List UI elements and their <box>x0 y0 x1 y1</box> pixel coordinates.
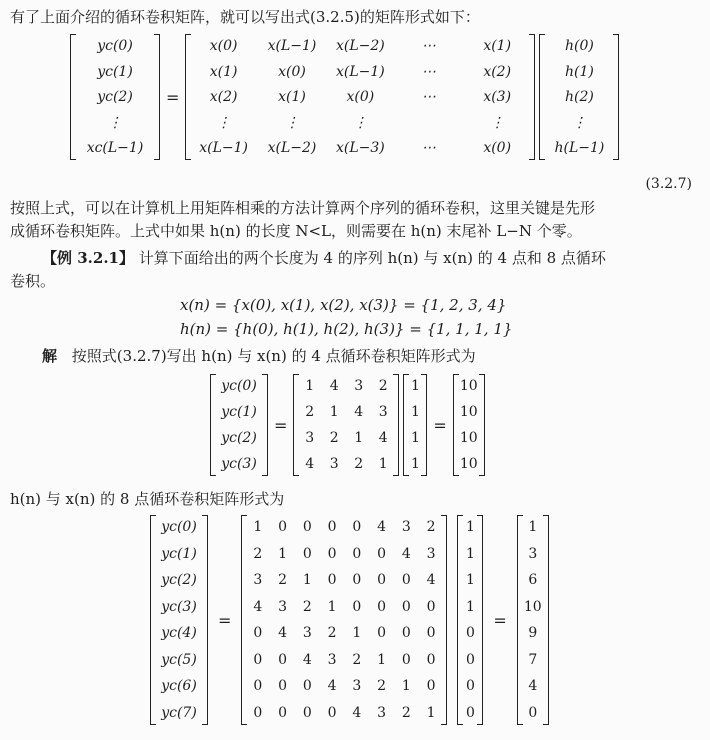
matrix-cell: ⋮ <box>216 114 231 131</box>
matrix-cell: ⋮ <box>490 114 505 131</box>
matrix-cell: 0 <box>253 678 263 695</box>
y-vector <box>70 34 160 160</box>
solution-line <box>42 347 476 365</box>
matrix-cell: ⋮ <box>353 114 368 131</box>
matrix-cell: 3 <box>378 404 388 420</box>
solution-text: 按照式(3.2.7)写出 h(n) 与 x(n) 的 4 点循环卷积矩阵形式为 <box>71 347 476 365</box>
matrix-cell: 0 <box>377 625 386 642</box>
matrix-cell: 0 <box>302 519 312 535</box>
matrix-cell: 1 <box>465 519 475 535</box>
matrix-cell: h(1) <box>564 63 594 80</box>
matrix-cell: 10 <box>523 598 542 615</box>
matrix-cell: 0 <box>352 598 362 615</box>
matrix-cell: 1 <box>305 378 315 394</box>
matrix-cell: 2 <box>377 678 386 695</box>
matrix-cell: 0 <box>465 651 475 668</box>
circulant-matrix <box>185 34 535 160</box>
matrix-cell: 3 <box>278 598 287 615</box>
matrix-cell: 1 <box>426 704 436 721</box>
eight-point-text: h(n) 与 x(n) 的 8 点循环卷积矩阵形式为 <box>10 490 285 508</box>
equals-sign-4a: = <box>274 415 288 435</box>
matrix-cell: x(L−1) <box>199 140 248 156</box>
matrix-cell: xc(L−1) <box>86 140 144 156</box>
matrix-cell: x(L−2) <box>336 38 385 54</box>
matrix-cell: 0 <box>327 545 337 562</box>
intro-text: 有了上面介绍的循环卷积矩阵，就可以写出式(3.2.5)的矩阵形式如下： <box>10 8 480 26</box>
h-vector <box>539 34 619 160</box>
matrix-cell: 1 <box>410 430 420 446</box>
general-matrix-equation <box>70 34 619 160</box>
matrix-cell: 7 <box>528 651 538 668</box>
matrix-cell: 0 <box>278 519 287 535</box>
matrix-cell: 0 <box>528 704 538 721</box>
y4-vector <box>210 374 268 476</box>
paragraph-line-1: 按照上式，可以在计算机上用矩阵相乘的方法计算两个序列的循环卷积，这里关键是先形 <box>10 199 596 217</box>
equals-sign-8a: = <box>218 610 232 630</box>
matrix-cell: 4 <box>329 378 339 394</box>
equals-sign: = <box>166 87 180 107</box>
matrix-cell: 0 <box>278 704 287 721</box>
matrix-cell: 1 <box>410 404 420 420</box>
matrix-cell: 4 <box>327 678 337 695</box>
matrix-cell: x(0) <box>209 38 238 54</box>
matrix-cell: 2 <box>305 404 315 420</box>
matrix-cell: 4 <box>401 545 411 562</box>
matrix-cell: 1 <box>354 430 364 446</box>
matrix-cell: 2 <box>354 456 364 472</box>
matrix-cell: 4 <box>378 430 388 446</box>
matrix-cell: 1 <box>278 545 287 562</box>
matrix-cell: 1 <box>377 651 386 668</box>
matrix-cell <box>395 113 463 133</box>
example-text: 计算下面给出的两个长度为 4 的序列 h(n) 与 x(n) 的 4 点和 8 点循环 <box>133 249 606 267</box>
matrix-cell: 1 <box>465 545 475 562</box>
matrix-cell: 3 <box>302 625 312 642</box>
matrix-cell: 0 <box>401 598 411 615</box>
matrix-cell: 1 <box>253 519 263 535</box>
matrix-cell: 10 <box>459 456 478 472</box>
matrix-cell: 2 <box>327 625 337 642</box>
matrix-cell: yc(1) <box>161 545 197 562</box>
matrix-cell: 10 <box>459 378 478 394</box>
matrix-cell: yc(3) <box>221 456 257 472</box>
matrix-cell: 0 <box>465 678 475 695</box>
matrix-cell: 10 <box>459 404 478 420</box>
matrix-cell: ⋯ <box>421 63 436 80</box>
solution-label: 解 <box>42 347 58 365</box>
matrix-cell: 2 <box>426 519 436 535</box>
matrix-cell: 1 <box>327 598 337 615</box>
matrix-cell: yc(7) <box>161 704 197 721</box>
matrix-cell: 1 <box>410 378 420 394</box>
equals-sign-8b: = <box>493 610 507 630</box>
example-label: 【例 3.2.1】 <box>42 249 134 267</box>
matrix-cell: 0 <box>253 651 263 668</box>
matrix-cell: x(0) <box>483 140 512 156</box>
matrix-cell: yc(2) <box>221 430 257 446</box>
matrix-cell: 0 <box>465 625 475 642</box>
matrix-cell: 9 <box>528 625 538 642</box>
matrix-cell: x(2) <box>483 63 512 80</box>
matrix-cell: x(1) <box>483 38 512 54</box>
equals-sign-4b: = <box>433 415 447 435</box>
matrix-cell: ⋯ <box>421 89 436 105</box>
matrix-cell: 4 <box>305 456 315 472</box>
matrix-cell: h(L−1) <box>554 140 605 156</box>
matrix-cell: 2 <box>352 651 362 668</box>
matrix-cell: 1 <box>401 678 411 695</box>
matrix-cell: 0 <box>426 678 436 695</box>
matrix-cell: 0 <box>302 545 312 562</box>
matrix-cell: ⋯ <box>421 140 436 156</box>
matrix-cell: 2 <box>329 430 339 446</box>
matrix-cell: 3 <box>352 678 362 695</box>
matrix-cell: x(3) <box>483 89 512 105</box>
matrix-cell: yc(2) <box>97 89 133 105</box>
matrix-cell: 3 <box>305 430 315 446</box>
matrix-cell: 0 <box>352 519 362 535</box>
matrix-cell: h(2) <box>564 89 594 105</box>
matrix-cell: 0 <box>352 545 362 562</box>
matrix-cell: 4 <box>377 519 386 535</box>
matrix-cell: 0 <box>377 572 386 589</box>
matrix-cell: 0 <box>377 545 386 562</box>
matrix-cell: 3 <box>401 519 411 535</box>
matrix-cell: 3 <box>377 704 386 721</box>
equation-number: (3.2.7) <box>645 176 692 192</box>
matrix-cell: 2 <box>278 572 287 589</box>
example-line-1 <box>42 249 606 267</box>
matrix-cell: 4 <box>253 598 263 615</box>
matrix-cell: 0 <box>426 625 436 642</box>
matrix-cell: yc(0) <box>97 38 133 54</box>
eight-point-matrix-equation <box>150 515 549 725</box>
matrix-cell: 1 <box>528 519 538 535</box>
paragraph-line-2: 成循环卷积矩阵。上式中如果 h(n) 的长度 N<L，则需要在 h(n) 末尾补 L−N 个零。 <box>10 222 582 240</box>
matrix-cell: 2 <box>378 378 388 394</box>
matrix-cell: 4 <box>352 704 362 721</box>
matrix-cell: x(0) <box>346 89 375 105</box>
matrix-cell: 4 <box>278 625 287 642</box>
matrix-cell: x(L−3) <box>336 140 385 156</box>
matrix-cell: 4 <box>528 678 538 695</box>
sequence-x: x(n) = {x(0), x(1), x(2), x(3)} = {1, 2, 3, 4} <box>180 296 507 314</box>
matrix-cell: 0 <box>401 572 411 589</box>
matrix-cell: 1 <box>352 625 362 642</box>
matrix-cell: 0 <box>253 625 263 642</box>
matrix-cell: 0 <box>302 704 312 721</box>
matrix-cell: 1 <box>329 404 339 420</box>
matrix-cell: 1 <box>465 572 475 589</box>
h4-vector <box>403 374 427 476</box>
matrix-cell: x(1) <box>278 89 306 105</box>
matrix-cell: x(2) <box>209 89 238 105</box>
matrix-cell: 0 <box>327 704 337 721</box>
matrix-cell: x(L−1) <box>336 63 385 80</box>
matrix-cell: 1 <box>465 598 475 615</box>
matrix-cell: yc(0) <box>161 519 197 535</box>
matrix-cell: ⋮ <box>108 114 122 131</box>
h8-vector <box>457 515 483 725</box>
matrix-cell: yc(1) <box>97 63 133 80</box>
matrix-cell: yc(3) <box>161 598 197 615</box>
matrix-cell: 10 <box>459 430 478 446</box>
matrix-cell: yc(1) <box>221 404 257 420</box>
matrix-cell: yc(2) <box>161 572 197 589</box>
four-point-matrix-equation <box>210 374 485 476</box>
matrix-cell: yc(4) <box>161 625 197 642</box>
matrix-cell: ⋯ <box>421 38 436 54</box>
matrix-cell: 2 <box>401 704 411 721</box>
matrix-cell: 3 <box>426 545 436 562</box>
matrix-cell: ⋮ <box>572 114 587 131</box>
matrix-cell: ⋮ <box>285 114 299 131</box>
matrix-cell: 0 <box>377 598 386 615</box>
matrix-cell: 0 <box>253 704 263 721</box>
matrix-cell: 3 <box>354 378 364 394</box>
matrix-cell: 3 <box>329 456 339 472</box>
matrix-cell: x(L−2) <box>267 140 317 156</box>
matrix-cell: 0 <box>465 704 475 721</box>
matrix-cell: 0 <box>426 598 436 615</box>
matrix-cell: 4 <box>354 404 364 420</box>
matrix-cell: 2 <box>302 598 312 615</box>
result-8-vector <box>517 515 549 725</box>
matrix-cell: 3 <box>327 651 337 668</box>
circulant-matrix-8 <box>241 515 447 725</box>
matrix-cell: x(1) <box>209 63 238 80</box>
matrix-cell: 0 <box>352 572 362 589</box>
matrix-cell: 4 <box>426 572 436 589</box>
result-4-vector <box>453 374 485 476</box>
matrix-cell: 3 <box>253 572 263 589</box>
matrix-cell: 0 <box>401 651 411 668</box>
matrix-cell: x(L−1) <box>267 38 317 54</box>
matrix-cell: yc(6) <box>161 678 197 695</box>
y8-vector <box>150 515 208 725</box>
matrix-cell: yc(0) <box>221 378 257 394</box>
circulant-matrix-4 <box>293 374 399 476</box>
matrix-cell: 0 <box>426 651 436 668</box>
matrix-cell: x(0) <box>278 63 306 80</box>
sequence-h: h(n) = {h(0), h(1), h(2), h(3)} = {1, 1, 1, 1} <box>180 320 513 338</box>
matrix-cell: 1 <box>302 572 312 589</box>
matrix-cell: 0 <box>278 651 287 668</box>
matrix-cell: 6 <box>528 572 538 589</box>
matrix-cell: yc(5) <box>161 651 197 668</box>
matrix-cell: 4 <box>302 651 312 668</box>
matrix-cell: 1 <box>410 456 420 472</box>
matrix-cell: 0 <box>278 678 287 695</box>
matrix-cell: h(0) <box>564 38 594 54</box>
matrix-cell: 0 <box>401 625 411 642</box>
matrix-cell: 0 <box>302 678 312 695</box>
matrix-cell: 2 <box>253 545 263 562</box>
matrix-cell: 0 <box>327 572 337 589</box>
matrix-cell: 3 <box>528 545 538 562</box>
example-line-2: 卷积。 <box>10 272 56 290</box>
matrix-cell: 1 <box>378 456 388 472</box>
matrix-cell: 0 <box>327 519 337 535</box>
